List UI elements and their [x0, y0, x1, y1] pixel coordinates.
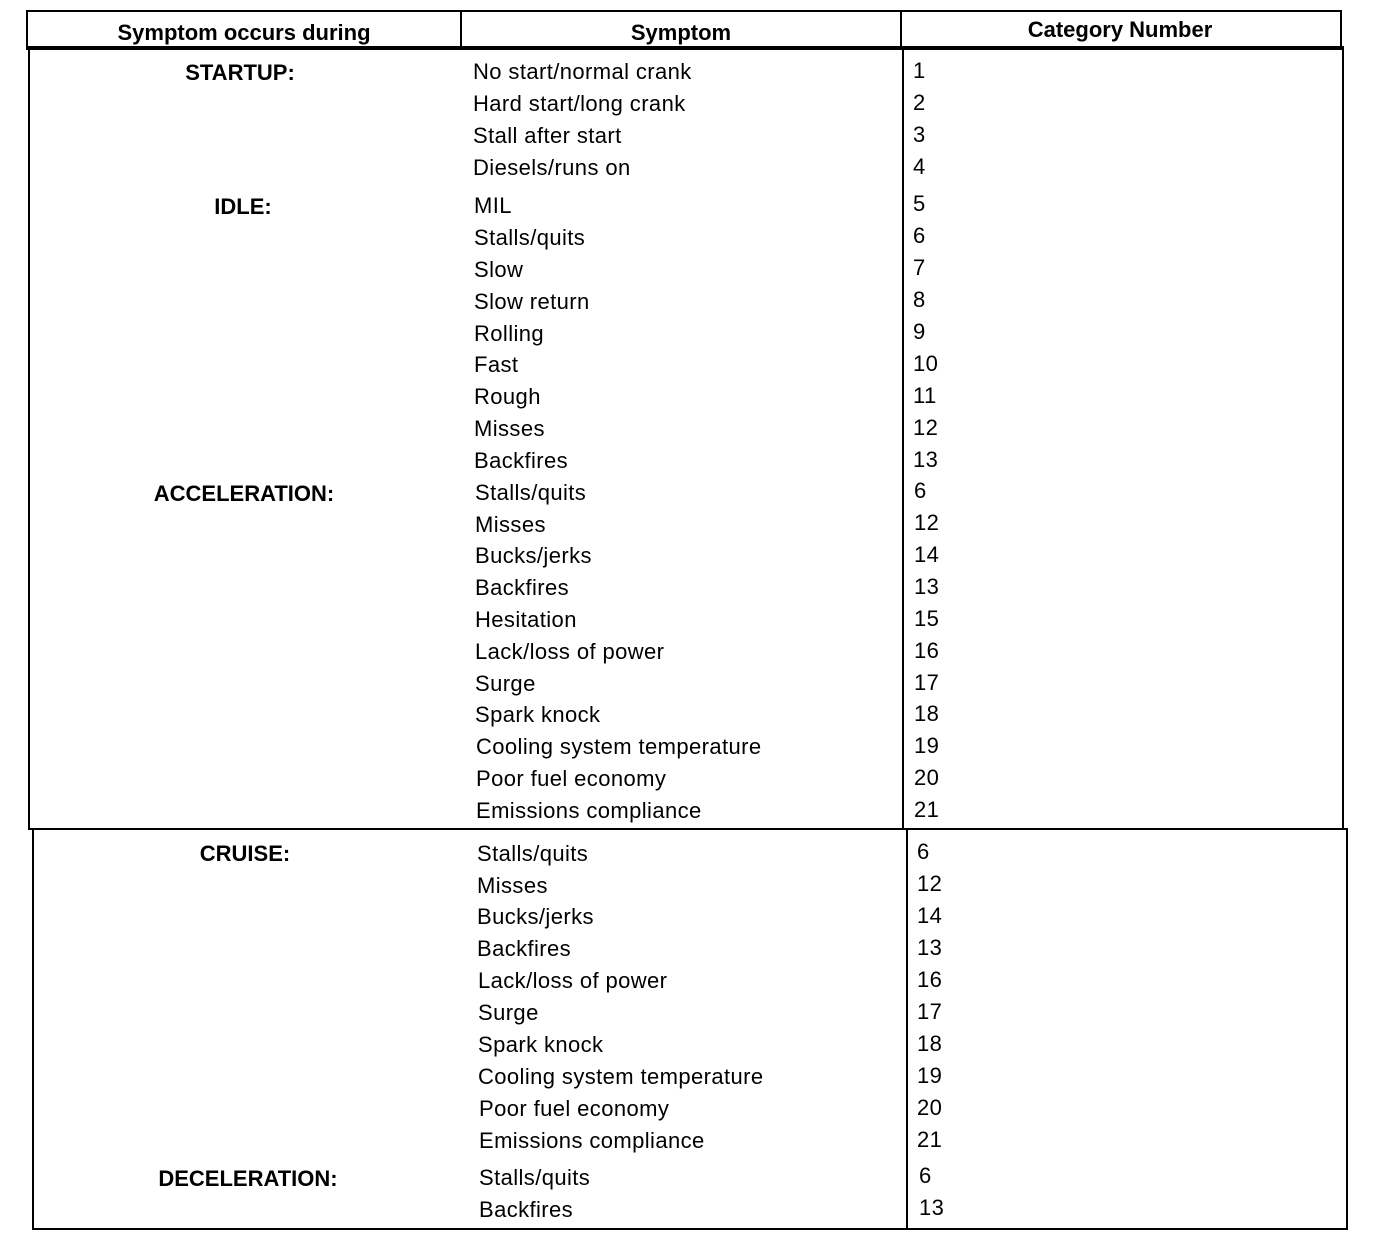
- category-cell: 18: [914, 701, 940, 726]
- category-cell: 16: [914, 638, 940, 663]
- category-cell: 19: [914, 733, 940, 758]
- symptom-cell: Bucks/jerks: [477, 904, 594, 929]
- category-cell: 1: [913, 58, 926, 83]
- category-cell: 16: [917, 967, 943, 992]
- category-cell: 21: [914, 797, 940, 822]
- category-cell: 7: [913, 255, 926, 280]
- symptom-cell: Stall after start: [473, 123, 622, 148]
- symptom-cell: Misses: [474, 416, 545, 441]
- symptom-cell: Diesels/runs on: [473, 155, 631, 180]
- category-cell: 21: [917, 1127, 943, 1152]
- body-divider-bottom: [906, 828, 908, 1230]
- category-cell: 6: [919, 1163, 932, 1188]
- symptom-cell: Backfires: [475, 575, 570, 600]
- category-cell: 4: [913, 154, 926, 179]
- category-cell: 17: [914, 670, 940, 695]
- symptom-cell: Backfires: [479, 1197, 574, 1222]
- header-category: Category Number: [1027, 17, 1213, 42]
- symptom-cell: MIL: [474, 193, 512, 218]
- symptom-cell: Hard start/long crank: [473, 91, 686, 116]
- category-cell: 12: [914, 510, 940, 535]
- category-cell: 14: [917, 903, 943, 928]
- symptom-cell: Slow return: [474, 289, 590, 314]
- symptom-cell: Stalls/quits: [474, 225, 586, 250]
- section-label-startup: STARTUP:: [185, 60, 295, 85]
- category-cell: 18: [917, 1031, 943, 1056]
- symptom-cell: Misses: [477, 873, 548, 898]
- symptom-cell: Bucks/jerks: [475, 543, 592, 568]
- header-symptom: Symptom: [630, 20, 732, 45]
- category-cell: 19: [917, 1063, 943, 1088]
- category-cell: 6: [917, 839, 930, 864]
- category-cell: 14: [914, 542, 940, 567]
- body-divider-top: [902, 46, 904, 830]
- symptom-cell: Surge: [475, 671, 536, 696]
- category-cell: 12: [917, 871, 943, 896]
- category-cell: 10: [913, 351, 939, 376]
- symptom-cell: Spark knock: [475, 702, 601, 727]
- category-cell: 13: [917, 935, 943, 960]
- section-label-cruise: CRUISE:: [199, 841, 291, 866]
- symptom-cell: Slow: [474, 257, 524, 282]
- table-body-frame-top: [28, 46, 1344, 830]
- category-cell: 2: [913, 90, 926, 115]
- category-cell: 15: [914, 606, 940, 631]
- symptom-cell: Cooling system temperature: [478, 1064, 764, 1089]
- category-cell: 3: [913, 122, 926, 147]
- category-cell: 13: [913, 447, 939, 472]
- category-cell: 9: [913, 319, 926, 344]
- category-cell: 6: [914, 478, 927, 503]
- symptom-cell: Lack/loss of power: [478, 968, 668, 993]
- category-cell: 13: [914, 574, 940, 599]
- symptom-cell: Emissions compliance: [476, 798, 702, 823]
- symptom-cell: Misses: [475, 512, 546, 537]
- symptom-cell: Hesitation: [475, 607, 577, 632]
- symptom-cell: Lack/loss of power: [475, 639, 665, 664]
- section-label-idle: IDLE:: [214, 194, 272, 219]
- symptom-cell: Poor fuel economy: [476, 766, 667, 791]
- symptom-cell: Spark knock: [478, 1032, 604, 1057]
- symptom-cell: Poor fuel economy: [479, 1096, 670, 1121]
- category-cell: 6: [913, 223, 926, 248]
- symptom-cell: Rolling: [474, 321, 545, 346]
- symptom-cell: Fast: [474, 352, 519, 377]
- category-cell: 8: [913, 287, 926, 312]
- symptom-cell: Stalls/quits: [479, 1165, 591, 1190]
- symptom-cell: Backfires: [477, 936, 572, 961]
- category-cell: 20: [914, 765, 940, 790]
- category-cell: 17: [917, 999, 943, 1024]
- symptom-cell: Surge: [478, 1000, 539, 1025]
- category-cell: 20: [917, 1095, 943, 1120]
- symptom-cell: No start/normal crank: [473, 59, 692, 84]
- symptom-cell: Rough: [474, 384, 541, 409]
- header-occurs: Symptom occurs during: [117, 20, 371, 45]
- symptom-cell: Cooling system temperature: [476, 734, 762, 759]
- symptom-cell: Emissions compliance: [479, 1128, 705, 1153]
- section-label-deceleration: DECELERATION:: [158, 1166, 338, 1191]
- section-label-acceleration: ACCELERATION:: [153, 481, 335, 506]
- category-cell: 12: [913, 415, 939, 440]
- symptom-cell: Backfires: [474, 448, 569, 473]
- symptom-cell: Stalls/quits: [477, 841, 589, 866]
- category-cell: 13: [919, 1195, 945, 1220]
- category-cell: 11: [913, 383, 937, 408]
- symptom-cell: Stalls/quits: [475, 480, 587, 505]
- category-cell: 5: [913, 191, 926, 216]
